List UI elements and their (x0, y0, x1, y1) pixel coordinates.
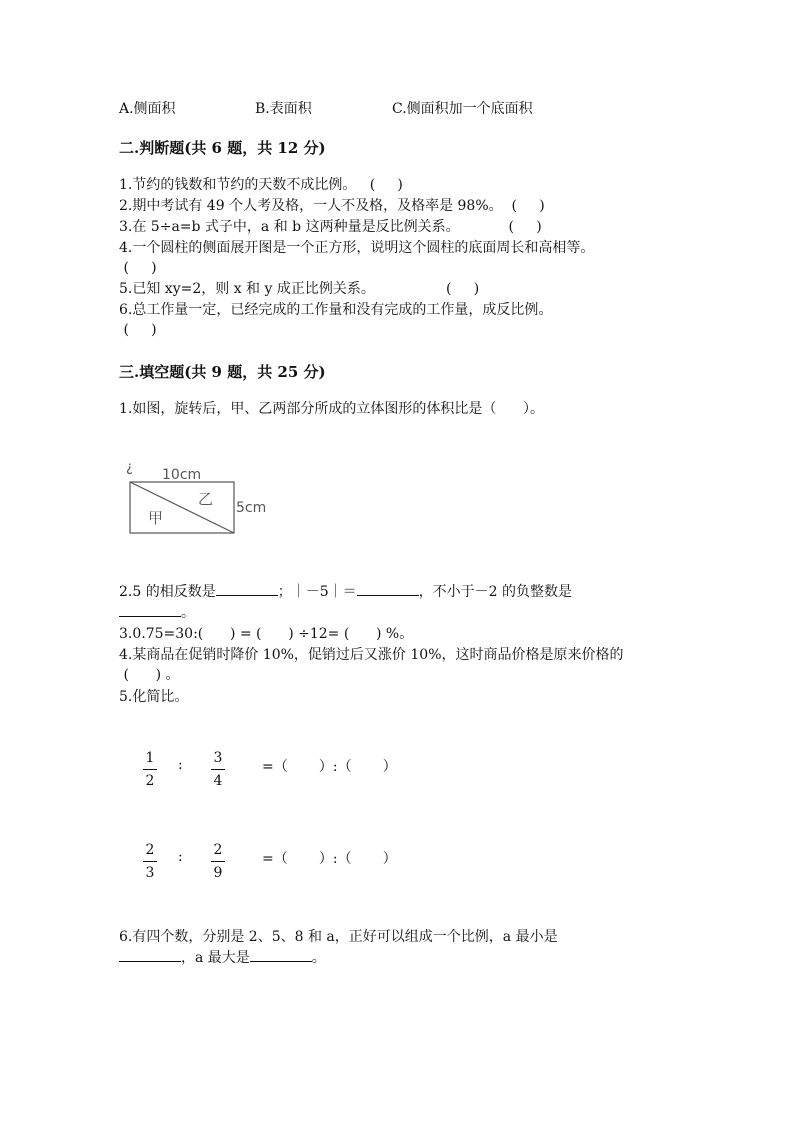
label-jia: 甲 (148, 509, 164, 527)
denominator: 9 (213, 865, 223, 881)
ratio-colon: : (178, 757, 183, 773)
denominator: 2 (145, 773, 155, 789)
judge-item-6-bracket: ( ) (119, 322, 157, 338)
fill-item-1: 1.如图，旋转后，甲、乙两部分所成的立体图形的体积比是（ ）。 (119, 401, 545, 417)
fraction-two-ninths (211, 841, 225, 882)
judge-item-2: 2.期中考试有 49 个人考及格，一人不及格，及格率是 98%。 ( ) (119, 198, 545, 214)
section-3-heading: 三.填空题(共 9 题，共 25 分) (119, 363, 326, 381)
fraction-bar (143, 861, 157, 862)
judge-item-4-bracket: ( ) (119, 260, 157, 276)
judge-item-4: 4.一个圆柱的侧面展开图是一个正方形，说明这个圆柱的底面周长和高相等。 (119, 240, 595, 256)
fill-item-2 (119, 583, 572, 601)
label-yi: 乙 (198, 490, 214, 508)
numerator: 2 (213, 842, 223, 858)
ratio-colon: : (178, 849, 183, 865)
q2-text-1: 2.5 的相反数是 (119, 584, 216, 600)
answer-blank (119, 949, 181, 962)
fraction-one-half (143, 749, 157, 790)
judge-item-6: 6.总工作量一定，已经完成的工作量和没有完成的工作量，成反比例。 (119, 302, 553, 318)
fraction-bar (143, 769, 157, 770)
rectangle-figure (118, 455, 278, 540)
fill-item-6-cont (119, 949, 326, 967)
denominator: 4 (213, 773, 223, 789)
answer-blank (119, 604, 181, 617)
numerator: 1 (145, 750, 155, 766)
judge-item-1: 1.节约的钱数和节约的天数不成比例。 ( ) (119, 177, 403, 193)
q2-end: 。 (181, 605, 195, 621)
fill-item-3: 3.0.75=30:( ) = ( ) ÷12= ( ) %。 (119, 626, 414, 642)
fraction-bar (211, 861, 225, 862)
rotation-axis-mark: ¿ (126, 460, 133, 475)
diagonal-line (130, 482, 234, 533)
option-a: A.侧面积 (119, 101, 176, 117)
fraction-bar (211, 769, 225, 770)
denominator: 3 (145, 865, 155, 881)
fill-item-4-bracket: ( ) 。 (119, 667, 180, 683)
judge-item-5: 5.已知 xy=2，则 x 和 y 成正比例关系。 ( ) (119, 281, 480, 297)
q2-text-3: ，不小于－2 的负整数是 (418, 584, 572, 600)
option-b: B.表面积 (255, 101, 312, 117)
fraction-two-thirds (143, 841, 157, 882)
fraction-three-quarters (211, 749, 225, 790)
judge-item-3: 3.在 5÷a=b 式子中，a 和 b 这两种量是反比例关系。 ( ) (119, 219, 542, 235)
q6-end: 。 (311, 950, 326, 966)
numerator: 3 (213, 750, 223, 766)
ratio-1-answer: =（ ）:（ ） (262, 759, 397, 775)
fill-item-6: 6.有四个数，分别是 2、5、8 和 a，正好可以组成一个比例，a 最小是 (119, 929, 558, 945)
fill-item-5: 5.化简比。 (119, 689, 189, 705)
q6-text-2: ，a 最大是 (181, 950, 250, 966)
fill-item-4: 4.某商品在促销时降价 10%，促销过后又涨价 10%，这时商品价格是原来价格的 (119, 647, 624, 663)
width-label: 10cm (162, 467, 202, 483)
q2-text-2: ；｜－5｜＝ (277, 584, 357, 600)
fill-item-2-cont (119, 604, 195, 622)
ratio-2-answer: =（ ）:（ ） (262, 851, 397, 867)
answer-blank (357, 583, 419, 596)
answer-blank (250, 949, 312, 962)
answer-blank (216, 583, 278, 596)
numerator: 2 (145, 842, 155, 858)
height-label: 5cm (236, 500, 267, 516)
option-c: C.侧面积加一个底面积 (392, 101, 533, 117)
section-2-heading: 二.判断题(共 6 题，共 12 分) (119, 139, 326, 157)
